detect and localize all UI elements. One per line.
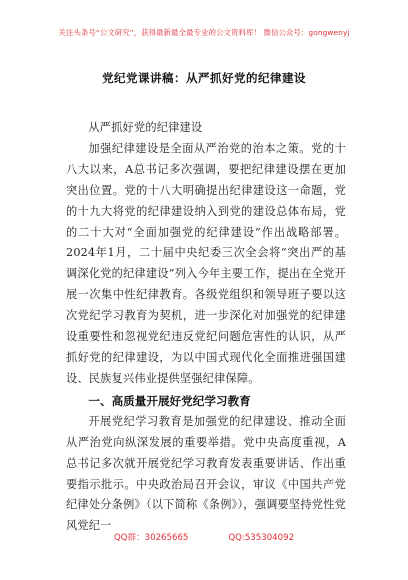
section-1-paragraph: 开展党纪学习教育是加强党的纪律建设、推动全面从严治党向纵深发展的重要举措。党中央高度重视，A总书记多次就开展党纪学习教育发表重要讲话、作出重要指示批示。中央政治局召开会议，审议《中国共产党纪律处分条例》（以下简称《条例》），强调要坚持党性党风党纪一 xyxy=(66,414,346,533)
footer-contact xyxy=(0,531,408,543)
document-subtitle: 从严抓好党的纪律建设 xyxy=(88,121,203,134)
footer-qq: QQ:535304092 xyxy=(228,533,295,543)
document-title: 党纪党课讲稿：从严抓好党的纪律建设 xyxy=(102,71,306,85)
header-notice: 关注头条号“公文研究”，获得最新最全最专业的公文资料库！ 微信公众号：gongwenyj xyxy=(58,28,350,37)
section-heading-1: 一、高质量开展好党纪学习教育 xyxy=(88,393,251,408)
footer-qq-group: QQ群：30265665 xyxy=(113,533,189,543)
intro-paragraph: 加强纪律建设是全面从严治党的治本之策。党的十八大以来，A总书记多次强调，要把纪律建设摆在更加突出位置。党的十八大明确提出纪律建设这一命题，党的十九大将党的纪律建设纳入到党的建设总体布局，党的二十大对“全面加强党的纪律建设”作出战略部署。2024年1月，二十届中央纪委三次全会将“突出严的基调深化党的纪律建设”列入今年主要工作，提出在全党开展一次集中性纪律教育。各级党组织和领导班子要以这次党纪学习教育为契机，进一步深化对加强党的纪律建设重要性和忽视党纪违反党纪问题危害性的认识，从严抓好党的纪律建设，为以中国式现代化全面推进强国建设、民族复兴伟业提供坚强纪律保障。 xyxy=(66,141,346,385)
document-body xyxy=(66,118,346,537)
